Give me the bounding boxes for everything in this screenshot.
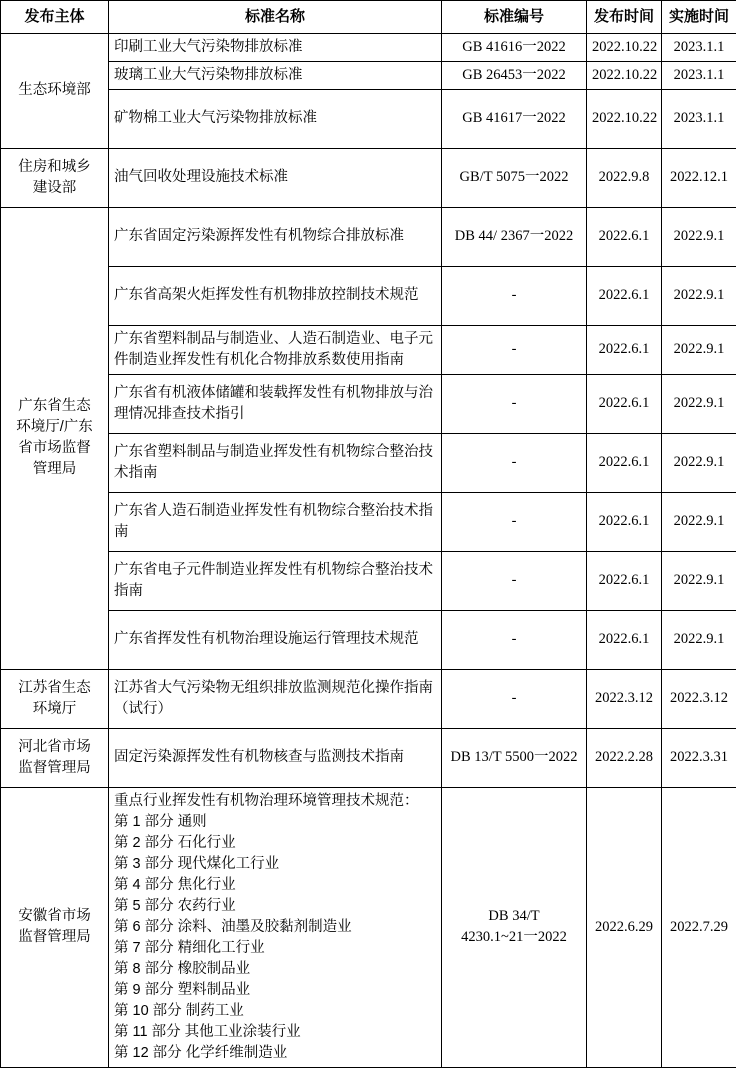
- table-body: [1, 33, 736, 1067]
- published-date: 2022.6.1: [587, 551, 662, 610]
- published-date: 2022.10.22: [587, 61, 662, 89]
- published-date: 2022.3.12: [587, 669, 662, 728]
- published-date: 2022.6.29: [587, 787, 662, 1067]
- effective-date: 2022.7.29: [662, 787, 736, 1067]
- standard-name: 油气回收处理设施技术标准: [109, 148, 442, 207]
- table-header-row: [1, 1, 736, 34]
- table-row: [1, 492, 736, 551]
- published-date: 2022.6.1: [587, 610, 662, 669]
- standard-name: 重点行业挥发性有机物治理环境管理技术规范： 第 1 部分 通则 第 2 部分 石化行业 第 3 部分 现代煤化工行业 第 4 部分 焦化行业 第 5 部分 农药行业 第 6 部分 涂料、油墨及胶黏剂制造业 第 7 部分 精细化工行业 第 8 部分 橡胶制品业 第 9 部分 塑料制品业 第 10 部分 制药工业 第 11 部分 其他工业涂装行业 第 12 部分 化学纤维制造业: [109, 787, 442, 1067]
- effective-date: 2022.9.1: [662, 610, 736, 669]
- standard-code: GB 26453一2022: [442, 61, 587, 89]
- table-row: [1, 669, 736, 728]
- published-date: 2022.6.1: [587, 492, 662, 551]
- standard-code: DB 34/T 4230.1~21一2022: [442, 787, 587, 1067]
- standard-code: DB 13/T 5500一2022: [442, 728, 587, 787]
- issuer-cell: 生态环境部: [1, 33, 109, 148]
- issuer-cell: 河北省市场 监督管理局: [1, 728, 109, 787]
- table-row: [1, 551, 736, 610]
- effective-date: 2022.9.1: [662, 325, 736, 374]
- published-date: 2022.10.22: [587, 89, 662, 148]
- published-date: 2022.6.1: [587, 266, 662, 325]
- standard-code: -: [442, 433, 587, 492]
- effective-date: 2022.9.1: [662, 433, 736, 492]
- table-row: [1, 787, 736, 1067]
- issuer-cell: 江苏省生态 环境厅: [1, 669, 109, 728]
- table-row: [1, 610, 736, 669]
- standard-code: -: [442, 669, 587, 728]
- standard-name: 固定污染源挥发性有机物核查与监测技术指南: [109, 728, 442, 787]
- published-date: 2022.9.8: [587, 148, 662, 207]
- effective-date: 2023.1.1: [662, 61, 736, 89]
- effective-date: 2022.3.31: [662, 728, 736, 787]
- standard-code: -: [442, 492, 587, 551]
- effective-date: 2022.3.12: [662, 669, 736, 728]
- published-date: 2022.6.1: [587, 207, 662, 266]
- standard-code: -: [442, 551, 587, 610]
- standard-name: 广东省塑料制品与制造业、人造石制造业、电子元件制造业挥发性有机化合物排放系数使用指南: [109, 325, 442, 374]
- standard-name: 矿物棉工业大气污染物排放标准: [109, 89, 442, 148]
- table-row: [1, 61, 736, 89]
- issuer-cell: 广东省生态 环境厅/广东 省市场监督 管理局: [1, 207, 109, 669]
- column-header-code: 标准编号: [442, 1, 587, 34]
- effective-date: 2022.12.1: [662, 148, 736, 207]
- published-date: 2022.2.28: [587, 728, 662, 787]
- table-row: [1, 207, 736, 266]
- effective-date: 2022.9.1: [662, 374, 736, 433]
- table-row: [1, 433, 736, 492]
- standard-name: 广东省高架火炬挥发性有机物排放控制技术规范: [109, 266, 442, 325]
- table-row: [1, 374, 736, 433]
- table-row: [1, 89, 736, 148]
- effective-date: 2023.1.1: [662, 89, 736, 148]
- standard-name: 广东省塑料制品与制造业挥发性有机物综合整治技术指南: [109, 433, 442, 492]
- standard-name: 广东省固定污染源挥发性有机物综合排放标准: [109, 207, 442, 266]
- issuer-cell: 安徽省市场 监督管理局: [1, 787, 109, 1067]
- standard-code: -: [442, 325, 587, 374]
- published-date: 2022.10.22: [587, 33, 662, 61]
- standard-code: GB 41616一2022: [442, 33, 587, 61]
- column-header-issuer: 发布主体: [1, 1, 109, 34]
- table-row: [1, 148, 736, 207]
- standard-code: GB/T 5075一2022: [442, 148, 587, 207]
- effective-date: 2022.9.1: [662, 492, 736, 551]
- table-row: [1, 33, 736, 61]
- published-date: 2022.6.1: [587, 374, 662, 433]
- standard-code: DB 44/ 2367一2022: [442, 207, 587, 266]
- column-header-effective: 实施时间: [662, 1, 736, 34]
- published-date: 2022.6.1: [587, 433, 662, 492]
- standard-name: 广东省电子元件制造业挥发性有机物综合整治技术指南: [109, 551, 442, 610]
- issuer-cell: 住房和城乡 建设部: [1, 148, 109, 207]
- column-header-name: 标准名称: [109, 1, 442, 34]
- standard-name: 广东省挥发性有机物治理设施运行管理技术规范: [109, 610, 442, 669]
- effective-date: 2023.1.1: [662, 33, 736, 61]
- standard-code: -: [442, 610, 587, 669]
- standard-code: GB 41617一2022: [442, 89, 587, 148]
- effective-date: 2022.9.1: [662, 266, 736, 325]
- effective-date: 2022.9.1: [662, 207, 736, 266]
- standard-name: 印刷工业大气污染物排放标准: [109, 33, 442, 61]
- column-header-published: 发布时间: [587, 1, 662, 34]
- standard-code: -: [442, 374, 587, 433]
- standard-name: 广东省人造石制造业挥发性有机物综合整治技术指南: [109, 492, 442, 551]
- standard-name: 玻璃工业大气污染物排放标准: [109, 61, 442, 89]
- table-row: [1, 728, 736, 787]
- table-row: [1, 325, 736, 374]
- standard-name: 广东省有机液体储罐和装载挥发性有机物排放与治理情况排查技术指引: [109, 374, 442, 433]
- table-row: [1, 266, 736, 325]
- published-date: 2022.6.1: [587, 325, 662, 374]
- effective-date: 2022.9.1: [662, 551, 736, 610]
- standard-code: -: [442, 266, 587, 325]
- standard-name: 江苏省大气污染物无组织排放监测规范化操作指南（试行）: [109, 669, 442, 728]
